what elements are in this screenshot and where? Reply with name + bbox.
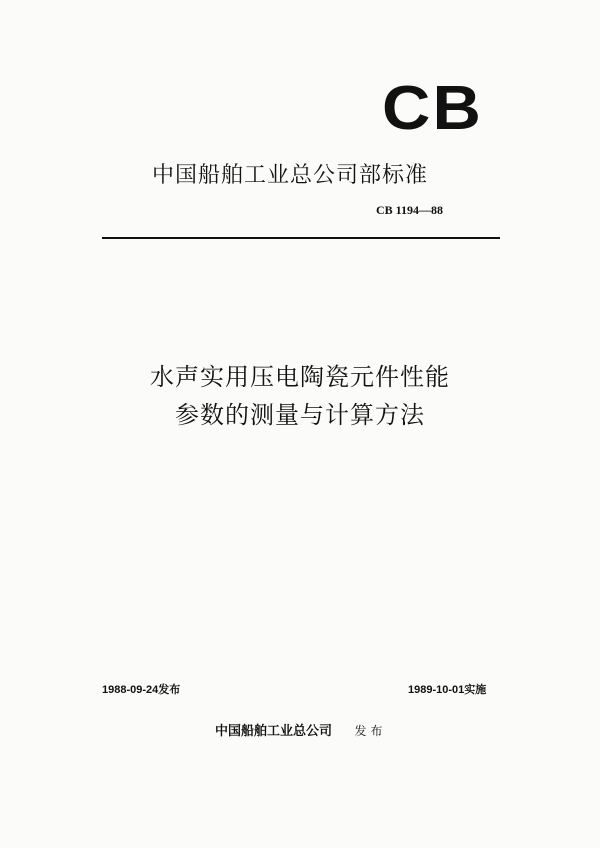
effective-date: 1989-10-01实施 — [408, 684, 487, 696]
standard-code: CB 1194—88 — [376, 203, 444, 217]
release-date: 1988-09-24发布 — [102, 684, 181, 696]
header-rule — [102, 237, 500, 239]
document-title-line-1: 水声实用压电陶瓷元件性能 — [150, 363, 450, 391]
cb-logo: CB — [382, 74, 484, 143]
document-title-line-2: 参数的测量与计算方法 — [175, 401, 425, 429]
organization-standard-title: 中国船舶工业总公司部标准 — [152, 163, 429, 188]
issuer-line — [215, 720, 382, 739]
publish-label: 发 布 — [354, 724, 383, 738]
document-title — [130, 358, 470, 434]
issuer-name: 中国船舶工业总公司 — [215, 724, 333, 739]
